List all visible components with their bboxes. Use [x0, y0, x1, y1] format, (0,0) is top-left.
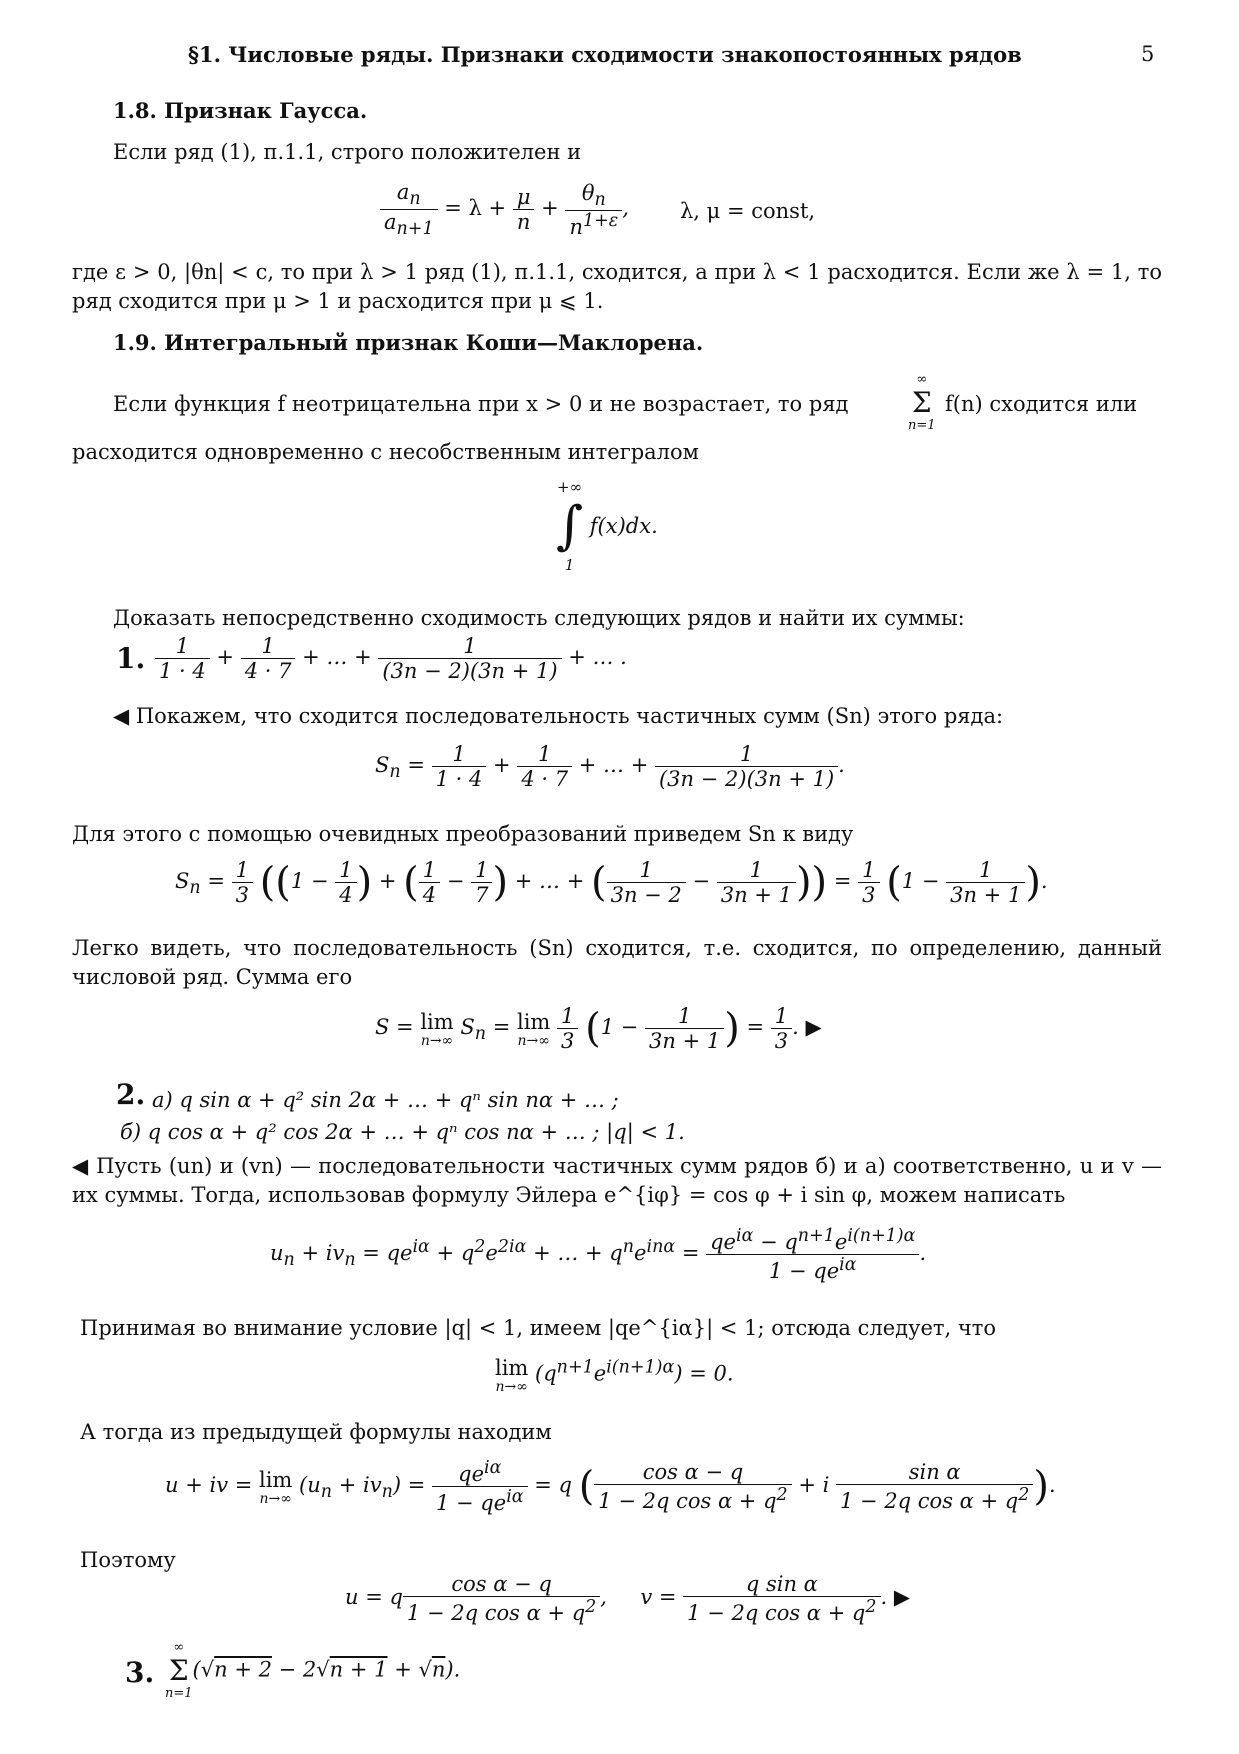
section-title-gauss: 1.8. Признак Гаусса.: [113, 98, 368, 123]
integral-body: f(x)dx.: [589, 514, 658, 538]
gauss-text: где ε > 0, |θn| < c, то при λ > 1 ряд (1), п.1.1, сходится, а при λ < 1 расходится. Если же λ = 1, то ряд сходится при μ > 1 и расходится при μ ⩽ 1.: [72, 260, 1162, 313]
task-intro: Доказать непосредственно сходимость следующих рядов и найти их суммы:: [113, 606, 965, 630]
p2-sol-2: Принимая во внимание условие |q| < 1, имеем |qe^{iα}| < 1; отсюда следует, что: [80, 1316, 996, 1340]
gauss-formula: $\frac{a_n}{a_{n+1}}$ = λ + $\frac{\mu}{n}$ + $\frac{\theta_n}{n^{1+\varepsilon}}$ ,: [380, 180, 900, 239]
p2-sol-3: А тогда из предыдущей формулы находим: [80, 1420, 552, 1444]
running-header: §1. Числовые ряды. Признаки сходимости знакопостоянных рядов: [188, 42, 1022, 67]
problem-3-series: ∞ Σ n=1 (√n + 2 − 2√n + 1 + √n).: [165, 1640, 461, 1701]
sum-limit-formula: S = lim n→∞ $S_n = \lim$ n→∞ $\frac{1}{3}$ (1 − $\frac{1}{3n + 1}$ ) = $\frac{1}{3}$ . ▶: [375, 1004, 822, 1053]
partial-sum-formula: $S_n$ = $\frac{1}{1 \cdot 4}$ + $\frac{1}{4 \cdot 7}$ + … + $\frac{1}{(3n - 2)(3n + 1)}$ .: [375, 742, 845, 791]
telescoping-formula: $S_n$ = $\frac{1}{3}$ ((1 − $\frac{1}{4}$ ) + ( $\frac{1}{4}$ − $\frac{1}{7}$ ) + … + ( $\frac{1}{3n - 2}$ − $\frac{1}{3n + 1}$ )) = $\frac{1}{3}$ (1 − $\frac{1}{3n + 1}$ ).: [175, 858, 1048, 907]
p1-sol-1: ◀ Покажем, что сходится последовательность частичных сумм (Sn) этого ряда:: [113, 704, 1004, 728]
uv-limit-formula: u + iv = lim n→∞ $(u_n + iv_n)$ = $\frac{qe^{i\alpha}}{1 - qe^{i\alpha}}$ = q ( $\frac{\text{cos α − q}}{1 - 2q \cos \alpha + q^2}$ + i $\frac{\text{sin α}}{1 - 2q \cos \alpha + q^2}$ ).: [165, 1458, 1056, 1515]
uv-result-formula: u = q $\frac{\text{cos α − q}}{1 - 2q \cos \alpha + q^2}$ , v = $\frac{\text{q sin α}}{1 - 2q \cos \alpha + q^2}$ . ▶: [345, 1572, 911, 1625]
gauss-const: λ, μ = const,: [680, 199, 816, 223]
p1-sol-3: Легко видеть, что последовательность (Sn) сходится, т.е. сходится, по определению, данный числовой ряд. Сумма его: [72, 936, 1162, 989]
page-number: 5: [1141, 42, 1155, 66]
gauss-intro: Если ряд (1), п.1.1, строго положителен и: [113, 140, 582, 164]
cauchy-text-2: расходится одновременно с несобственным интегралом: [72, 440, 699, 464]
p2-sol-1: ◀ Пусть (un) и (vn) — последовательности частичных сумм рядов б) и а) соответственно, u и v — их суммы. Тогда, использовав формулу Эйлера e^{iφ} = cos φ + i sin φ, можем написать: [72, 1154, 1162, 1207]
section-title-cauchy-maclaurin: 1.9. Интегральный признак Коши—Маклорена.: [113, 330, 704, 355]
cauchy-text-1b: f(n) сходится или: [945, 392, 1138, 416]
problem-3-number: 3.: [125, 1656, 155, 1689]
p2-sol-4: Поэтому: [80, 1548, 176, 1572]
euler-series-formula: $u_n + iv_n = qe^{i\alpha} + q^2e^{2i\alpha}$ + … + $q^ne^{in\alpha}$ = $\frac{qe^{i\alpha} - q^{n+1}e^{i(n+1)\alpha}}{1 - qe^{i\alpha}}$ .: [270, 1226, 927, 1283]
cauchy-text-1: Если функция f неотрицательна при x > 0 и не возрастает, то ряд: [113, 392, 849, 416]
sum-symbol: ∞ Σ n=1: [908, 372, 936, 433]
integral-formula: +∞ ∫ 1 f(x)dx.: [556, 478, 658, 574]
limit-zero-formula: lim n→∞ $(q^{n+1}e^{i(n+1)\alpha}) = 0$.: [495, 1356, 734, 1395]
problem-1-number: 1.: [116, 642, 146, 675]
problem-2-a: а) q sin α + q² sin 2α + … + qⁿ sin nα + … ;: [152, 1088, 619, 1112]
p1-sol-2: Для этого с помощью очевидных преобразований приведем Sn к виду: [72, 822, 854, 846]
problem-2-b: б) q cos α + q² cos 2α + … + qⁿ cos nα + … ; |q| < 1.: [120, 1120, 685, 1144]
problem-1-series: $\frac{1}{1 \cdot 4}$ + $\frac{1}{4 \cdot 7}$ + … + $\frac{1}{(3n - 2)(3n + 1)}$ + … .: [155, 634, 755, 683]
problem-2-number: 2.: [116, 1078, 146, 1111]
